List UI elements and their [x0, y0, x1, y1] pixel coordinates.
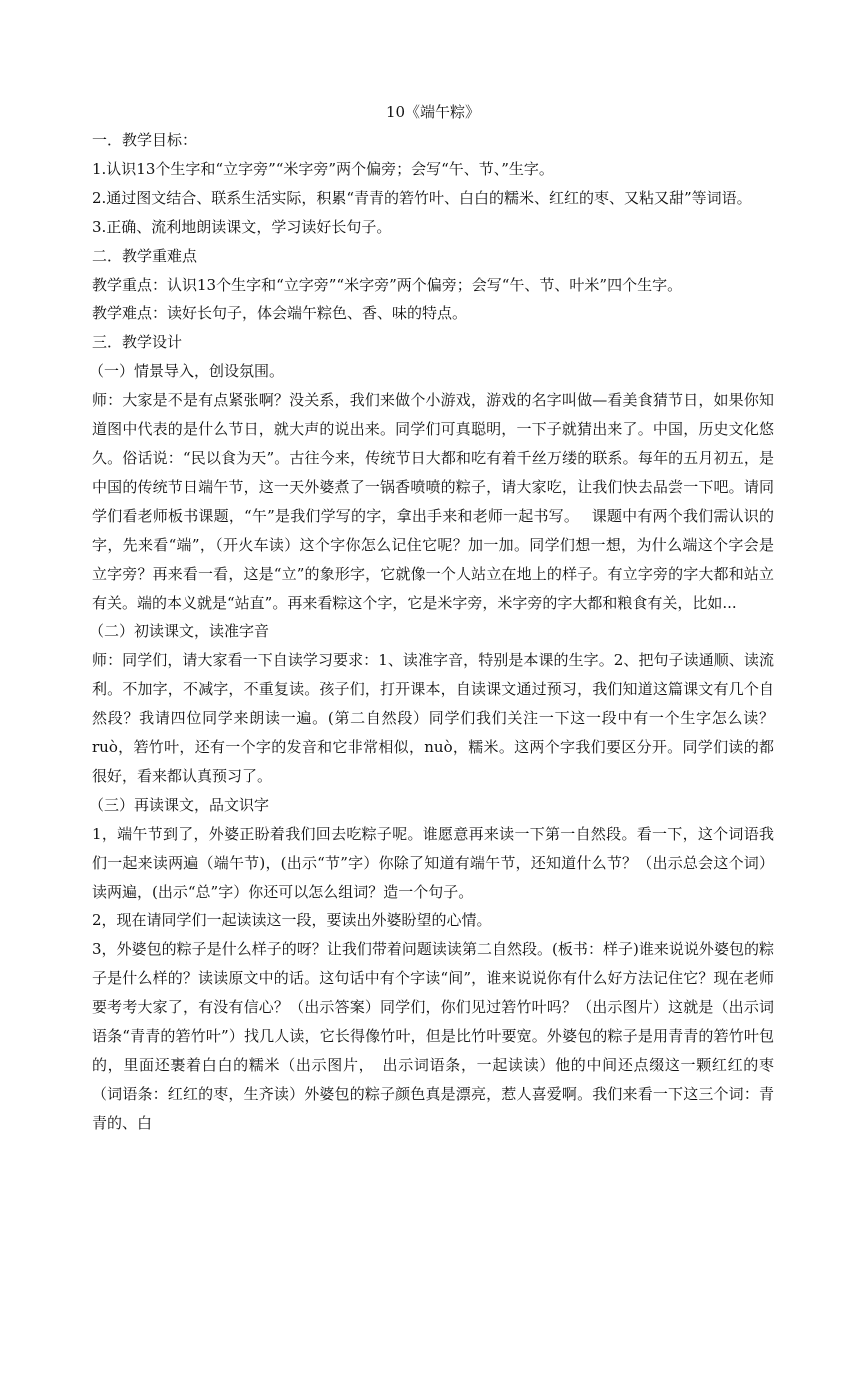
body-paragraph-1: 师：大家是不是有点紧张啊？没关系，我们来做个小游戏，游戏的名字叫做—看美食猜节日，如果你知道图中代表的是什么节日，就大声的说出来。同学们可真聪明，一下子就猜出来了。中国，历史文化悠久。俗话说：“民以食为天”。古往今来，传统节日大都和吃有着千丝万缕的联系。每年的五月初五，是中国的传统节日端午节，这一天外婆煮了一锅香喷喷的粽子，请大家吃，让我们快去品尝一下吧。请同学们看老师板书课题，“午”是我们学写的字，拿出手来和老师一起书写。 课题中有两个我们需认识的字，先来看“端”，（开火车读）这个字你怎么记住它呢？加一加。同学们想一想，为什么端这个字会是立字旁？再来看一看，这是“立”的象形字，它就像一个人站立在地上的样子。有立字旁的字大都和站立有关。端的本义就是“站直”。再来看粽这个字，它是米字旁，米字旁的字大都和粮食有关，比如...: [92, 391, 774, 612]
subsection-heading-1: （一）情景导入，创设氛围。: [89, 362, 285, 381]
objective-3: 3.正确、流利地朗读课文，学习读好长句子。: [92, 217, 392, 236]
document-title: 10《端午粽》: [385, 103, 481, 121]
subsection-heading-3: （三）再读课文，品文识字: [89, 795, 270, 814]
objective-2: 2.通过图文结合、联系生活实际，积累“青青的箬竹叶、白白的糯米、红红的枣、又粘又甜”等词语。: [92, 188, 752, 207]
body-paragraph-4: 2，现在请同学们一起读读这一段，要读出外婆盼望的心情。: [92, 911, 492, 930]
section-heading-objectives: 一．教学目标：: [92, 131, 198, 149]
body-paragraph-3: 1，端午节到了，外婆正盼着我们回去吃粽子呢。谁愿意再来读一下第一自然段。看一下，这个词语我们一起来读两遍（端午节)，(出示“节”字）你除了知道有端午节，还知道什么节？（出示总会这个词）读两遍，(出示“总”字）你还可以怎么组词？造一个句子。: [92, 824, 774, 901]
key-point-paragraph: 教学重点：认识13个生字和“立字旁”“米字旁”两个偏旁；会写“午、节、叶米”四个生字。: [92, 275, 683, 294]
subsection-heading-2: （二）初读课文，读准字音: [89, 622, 270, 641]
section-heading-key-points: 二．教学重难点: [92, 246, 198, 265]
objective-1: 1.认识13个生字和“立字旁”“米字旁”两个偏旁；会写“午、节、”生字。: [92, 159, 554, 178]
document-page: [89, 98, 774, 1138]
difficult-point-paragraph: 教学难点：读好长句子，体会端午粽色、香、味的特点。: [92, 304, 468, 323]
body-paragraph-5: 3，外婆包的粽子是什么样子的呀？让我们带着问题读读第二自然段。(板书：样子)谁来说说外婆包的粽子是什么样的？读读原文中的话。这句话中有个字读“间”，谁来说说你有什么好方法记住它？现在老师要考考大家了，有没有信心？（出示答案）同学们，你们见过箬竹叶吗？（出示图片）这就是（出示词语条“青青的箬竹叶”）找几人读，它长得像竹叶，但是比竹叶要宽。外婆包的粽子是用青青的箬竹叶包的，里面还裹着白白的糯米（出示图片， 出示词语条，一起读读）他的中间还点缀这一颗红红的枣（词语条：红红的枣，生齐读）外婆包的粽子颜色真是漂亮，惹人喜爱啊。我们来看一下这三个词：青青的、白: [92, 940, 774, 1132]
section-heading-design: 三．教学设计: [92, 333, 183, 352]
body-paragraph-2: 师：同学们，请大家看一下自读学习要求：1、读准字音，特别是本课的生字。2、把句子读通顺、读流利。不加字，不减字，不重复读。孩子们，打开课本，自读课文通过预习，我们知道这篇课文有几个自然段？我请四位同学来朗读一遍。(第二自然段）同学们我们关注一下这一段中有一个生字怎么读？ruò，箬竹叶，还有一个字的发音和它非常相似，nuò，糯米。这两个字我们要区分开。同学们读的都很好，看来都认真预习了。: [92, 651, 774, 785]
